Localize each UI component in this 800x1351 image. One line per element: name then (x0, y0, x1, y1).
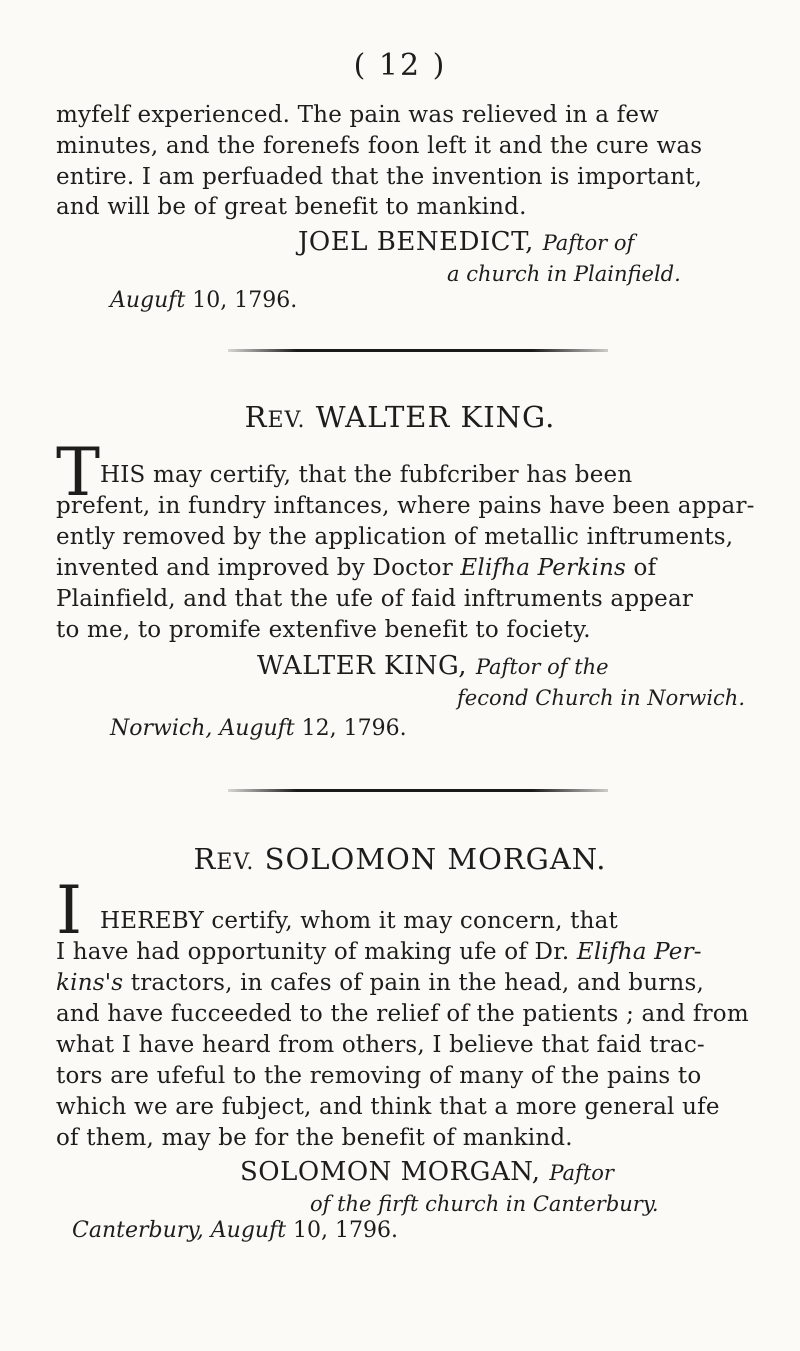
body-line: which we are fubject, and think that a more general ufe (56, 1094, 720, 1120)
section-rule (228, 349, 608, 352)
signature-solomon-morgan (240, 1156, 614, 1189)
date-value: 10, 1796. (185, 288, 298, 313)
signature-title-continued: fecond Church in Norwich. (457, 686, 745, 710)
page-number: ( 12 ) (353, 48, 447, 83)
heading-prefix-small: EV. (216, 850, 255, 875)
person-name: kins's (56, 970, 124, 996)
signature-walter-king (257, 650, 609, 683)
heading-prefix: R (193, 842, 217, 876)
text-run: tractors, in cafes of pain in the head, and burns, (123, 970, 704, 996)
person-name: Elifha Perkins (460, 555, 627, 581)
text-run: I have had opportunity of making ufe of Dr. (56, 939, 577, 965)
signature-title: Paftor of (542, 231, 635, 255)
body-line: entire. I am perfuaded that the invention is important, (56, 164, 703, 190)
date-place: Canterbury, Auguft (72, 1218, 287, 1243)
heading-prefix-small: EV. (267, 408, 306, 433)
date-value: 10, 1796. (286, 1218, 399, 1243)
drop-cap: I (56, 872, 83, 949)
body-line: and have fucceeded to the relief of the patients ; and from (56, 1001, 749, 1027)
heading-prefix: R (244, 400, 268, 434)
signature-name: JOEL BENEDICT, (298, 227, 534, 257)
heading-name: WALTER KING. (305, 400, 556, 434)
signature-name: WALTER KING, (257, 651, 468, 681)
body-line: what I have heard from others, I believe that faid trac- (56, 1032, 705, 1058)
body-line: HIS may certify, that the fubfcriber has been (100, 462, 633, 488)
letter-date (110, 714, 407, 744)
letter-date (72, 1216, 398, 1246)
signature-title: Paftor (549, 1161, 614, 1185)
signature-title-continued: a church in Plainfield. (447, 262, 681, 286)
body-line (56, 968, 756, 998)
body-line (56, 937, 756, 967)
body-line: ently removed by the application of metallic inftruments, (56, 524, 734, 550)
body-line (56, 553, 756, 583)
text-run: of (626, 555, 657, 581)
body-line: HEREBY certify, whom it may concern, that (100, 908, 618, 934)
body-line: minutes, and the forenefs foon left it and the cure was (56, 133, 703, 159)
heading-name: SOLOMON MORGAN. (254, 842, 607, 876)
signature-title: Paftor of the (475, 655, 609, 679)
date-place: Norwich, Auguft (110, 716, 295, 741)
body-line: of them, may be for the benefit of mankind. (56, 1125, 573, 1151)
body-line: prefent, in fundry inftances, where pains have been appar- (56, 493, 755, 519)
signature-title-continued: of the firft church in Canterbury. (310, 1192, 659, 1216)
body-line: Plainfield, and that the ufe of faid inftruments appear (56, 586, 694, 612)
section-heading-walter-king (0, 400, 800, 434)
person-name: Elifha Per- (576, 939, 702, 965)
drop-cap: T (56, 434, 101, 511)
body-line: tors are ufeful to the removing of many of the pains to (56, 1063, 702, 1089)
date-place: Auguft (110, 288, 186, 313)
body-line: and will be of great benefit to mankind. (56, 194, 527, 220)
body-line: myfelf experienced. The pain was relieved in a few (56, 102, 660, 128)
letter-date (110, 286, 297, 316)
date-value: 12, 1796. (294, 716, 407, 741)
signature-name: SOLOMON MORGAN, (240, 1157, 541, 1187)
signature-joel-benedict (298, 226, 634, 259)
text-run: invented and improved by Doctor (56, 555, 461, 581)
body-line: to me, to promife extenfive benefit to fociety. (56, 617, 591, 643)
section-rule (228, 789, 608, 792)
section-heading-solomon-morgan (0, 842, 800, 876)
